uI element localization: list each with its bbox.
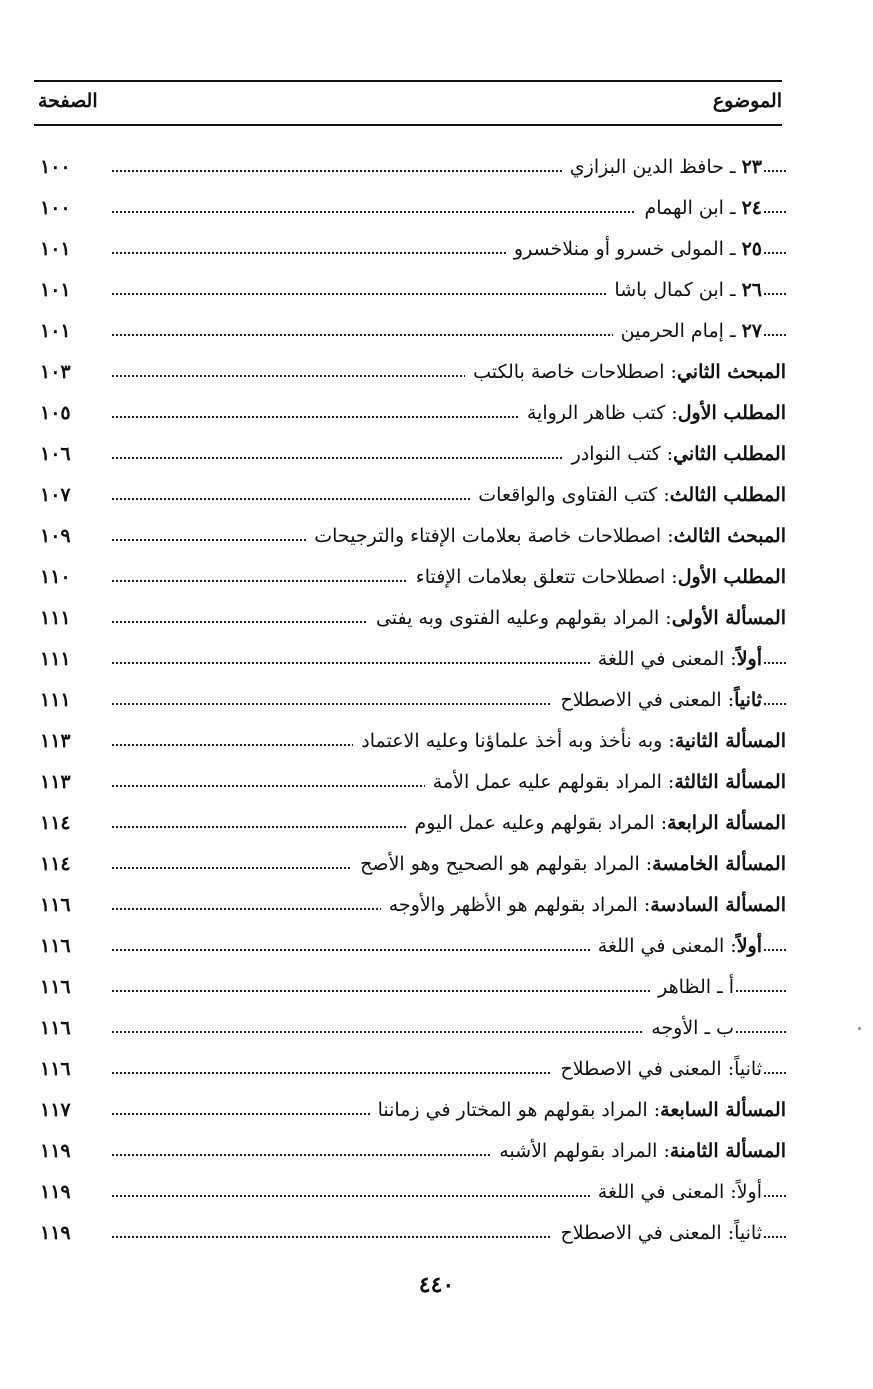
toc-entry-text: : وبه نأخذ وبه أخذ علماؤنا وعليه الاعتماد <box>361 730 675 752</box>
toc-entry-text: : المعنى في اللغة <box>597 648 737 670</box>
toc-entry <box>34 273 786 314</box>
toc-entry <box>34 806 786 847</box>
toc-entry-number: ٢٧ <box>741 320 762 342</box>
toc-entry <box>34 683 786 724</box>
toc-entry <box>34 519 786 560</box>
toc-entry-text: : المراد بقولهم هو الصحيح وهو الأصح <box>360 853 653 875</box>
toc-entry-title <box>606 279 762 301</box>
toc-entry-text: : كتب ظاهر الرواية <box>526 402 678 424</box>
toc-entry <box>34 1052 786 1093</box>
toc-entry-label: المطلب الثاني <box>673 443 786 465</box>
toc-entry-text: ـ حافظ الدين البزازي <box>569 156 736 178</box>
toc-entry-text: : المراد بقولهم هو المختار في زماننا <box>377 1099 661 1121</box>
toc-entry-page: ١١٦ <box>40 1017 71 1039</box>
toc-entry-text: : اصطلاحات خاصة بالكتب <box>473 361 677 383</box>
toc-entry-text: ب ـ الأوجه <box>651 1017 734 1039</box>
toc-entry-title <box>650 976 734 998</box>
page-number: ٤٤٠ <box>418 1272 455 1298</box>
toc-entry-page: ١١١ <box>40 607 71 629</box>
toc-entry <box>34 929 786 970</box>
toc-entry-title <box>552 1058 762 1080</box>
toc-entry-label: المسألة الأولى <box>671 607 786 629</box>
toc-entry-label: المطلب الثالث <box>669 484 786 506</box>
toc-entry-label: المطلب الأول <box>677 402 786 424</box>
toc-entry-title <box>613 320 762 342</box>
toc-entry-text: ـ ابن كمال باشا <box>614 279 736 301</box>
toc-entry <box>34 601 786 642</box>
toc-entry-title <box>519 402 786 424</box>
toc-entry <box>34 970 786 1011</box>
toc-entry <box>34 1093 786 1134</box>
toc-entry-text: : المراد بقولهم عليه عمل الأمة <box>432 771 675 793</box>
toc-entry-page: ١٠١ <box>40 238 71 260</box>
toc-entry-number: ٢٦ <box>741 279 762 301</box>
toc-entry-page: ١١٣ <box>40 730 71 752</box>
toc-entry-label: المسألة الثالثة <box>674 771 786 793</box>
toc-entry-text: ثانياً: المعنى في الاصطلاح <box>560 1058 762 1080</box>
toc-entry-label: أولاً <box>736 935 762 957</box>
toc-entry-title <box>552 689 762 711</box>
topic-column-label: الموضوع <box>712 90 782 112</box>
toc-entry-number: ٢٣ <box>741 156 762 178</box>
toc-entry-page: ١٠٠ <box>40 197 71 219</box>
toc-entry <box>34 150 786 191</box>
toc-entry <box>34 1011 786 1052</box>
toc-entry-page: ١١٧ <box>40 1099 71 1121</box>
toc-entry-label: المسألة الخامسة <box>652 853 786 875</box>
toc-entry <box>34 642 786 683</box>
toc-entry-page: ١١٦ <box>40 935 71 957</box>
toc-entry <box>34 888 786 929</box>
toc-entry-label: المسألة السابعة <box>660 1099 786 1121</box>
toc-entry-page: ١١٤ <box>40 812 71 834</box>
toc-entry <box>34 437 786 478</box>
toc-entry-page: ١١٣ <box>40 771 71 793</box>
toc-entry-label: أولاً <box>736 648 762 670</box>
toc-entry-title <box>352 853 786 875</box>
toc-entry-page: ١٠٣ <box>40 361 71 383</box>
toc-entry-page: ١١٩ <box>40 1181 71 1203</box>
toc-entry-text: : كتب الفتاوى والواقعات <box>478 484 670 506</box>
toc-entry-label: المطلب الأول <box>677 566 786 588</box>
toc-entry-title <box>643 1017 734 1039</box>
toc-entry-title <box>506 238 762 260</box>
toc-entry-text: : المراد بقولهم الأشبه <box>499 1140 670 1162</box>
toc-entry-text: : المعنى في الاصطلاح <box>560 689 735 711</box>
toc-entry-text: : اصطلاحات خاصة بعلامات الإفتاء والترجيحات <box>314 525 674 547</box>
toc-entry <box>34 191 786 232</box>
page-column-label: الصفحة <box>38 90 98 112</box>
toc-entry-text: : اصطلاحات تتعلق بعلامات الإفتاء <box>415 566 678 588</box>
toc-entry-title <box>425 771 786 793</box>
toc-entry-page: ١٠١ <box>40 279 71 301</box>
toc-entry-text: ـ إمام الحرمين <box>620 320 736 342</box>
toc-entry-title <box>562 156 762 178</box>
toc-entry-label: المسألة الرابعة <box>667 812 786 834</box>
toc-entry-title <box>552 1222 762 1244</box>
toc-entry <box>34 560 786 601</box>
toc-entry-label: المسألة الثانية <box>674 730 786 752</box>
toc-entry-text: : المراد بقولهم وعليه الفتوى وبه يفتى <box>375 607 672 629</box>
toc-entry-text: ثانياً: المعنى في الاصطلاح <box>560 1222 762 1244</box>
toc-entry <box>34 355 786 396</box>
toc-entry-title <box>590 648 762 670</box>
toc-entry-number: ٢٤ <box>741 197 762 219</box>
toc-entry-title <box>590 1181 762 1203</box>
toc-entry <box>34 232 786 273</box>
toc-entry-label: المسألة الثامنة <box>669 1140 786 1162</box>
table-of-contents <box>34 150 786 1257</box>
toc-entry-label: ثانياً <box>734 689 762 711</box>
toc-entry-page: ١٠٦ <box>40 443 71 465</box>
toc-entry <box>34 1216 786 1257</box>
toc-entry-title <box>370 1099 786 1121</box>
toc-entry-text: : كتب النوادر <box>571 443 674 465</box>
toc-entry <box>34 478 786 519</box>
toc-entry <box>34 765 786 806</box>
toc-entry-text: أ ـ الظاهر <box>658 976 734 998</box>
toc-entry-text: ـ المولى خسرو أو منلاخسرو <box>513 238 736 260</box>
toc-entry-page: ١١٤ <box>40 853 71 875</box>
toc-entry-text: : المراد بقولهم وعليه عمل اليوم <box>414 812 668 834</box>
toc-entry <box>34 314 786 355</box>
toc-entry-page: ١١٠ <box>40 566 71 588</box>
toc-entry-number: ٢٥ <box>741 238 762 260</box>
toc-header <box>34 86 782 120</box>
toc-entry-title <box>590 935 762 957</box>
toc-entry-title <box>353 730 786 752</box>
header-bottom-rule <box>34 124 782 126</box>
header-top-rule <box>34 80 782 82</box>
toc-entry-title <box>408 566 786 588</box>
toc-entry-text: : المعنى في اللغة <box>597 935 737 957</box>
toc-entry-title <box>306 525 786 547</box>
toc-entry-label: المبحث الثالث <box>673 525 786 547</box>
toc-entry-title <box>465 361 786 383</box>
toc-entry-label: المبحث الثاني <box>676 361 786 383</box>
toc-entry <box>34 396 786 437</box>
toc-entry-page: ١٠٩ <box>40 525 71 547</box>
toc-entry-title <box>564 443 786 465</box>
toc-entry-title <box>368 607 786 629</box>
toc-entry-title <box>470 484 786 506</box>
toc-entry <box>34 1175 786 1216</box>
margin-speck <box>858 1027 861 1030</box>
toc-entry-text: : المراد بقولهم هو الأظهر والأوجه <box>388 894 651 916</box>
toc-entry-text: ـ ابن الهمام <box>644 197 736 219</box>
toc-entry-page: ١٠٥ <box>40 402 71 424</box>
toc-entry-page: ١٠٠ <box>40 156 71 178</box>
toc-entry <box>34 1134 786 1175</box>
toc-entry-page: ١١١ <box>40 689 71 711</box>
toc-entry-page: ١١٩ <box>40 1222 71 1244</box>
toc-entry-page: ١٠٧ <box>40 484 71 506</box>
toc-entry <box>34 847 786 888</box>
toc-entry-page: ١١٦ <box>40 894 71 916</box>
toc-entry-title <box>636 197 762 219</box>
toc-entry-title <box>407 812 786 834</box>
toc-entry-label: المسألة السادسة <box>650 894 786 916</box>
toc-entry-page: ١٠١ <box>40 320 71 342</box>
toc-entry-title <box>381 894 786 916</box>
toc-entry-page: ١١٦ <box>40 976 71 998</box>
toc-entry-text: أولاً: المعنى في اللغة <box>597 1181 762 1203</box>
toc-entry-page: ١١١ <box>40 648 71 670</box>
toc-entry-title <box>491 1140 786 1162</box>
toc-entry <box>34 724 786 765</box>
toc-entry-page: ١١٦ <box>40 1058 71 1080</box>
toc-entry-page: ١١٩ <box>40 1140 71 1162</box>
